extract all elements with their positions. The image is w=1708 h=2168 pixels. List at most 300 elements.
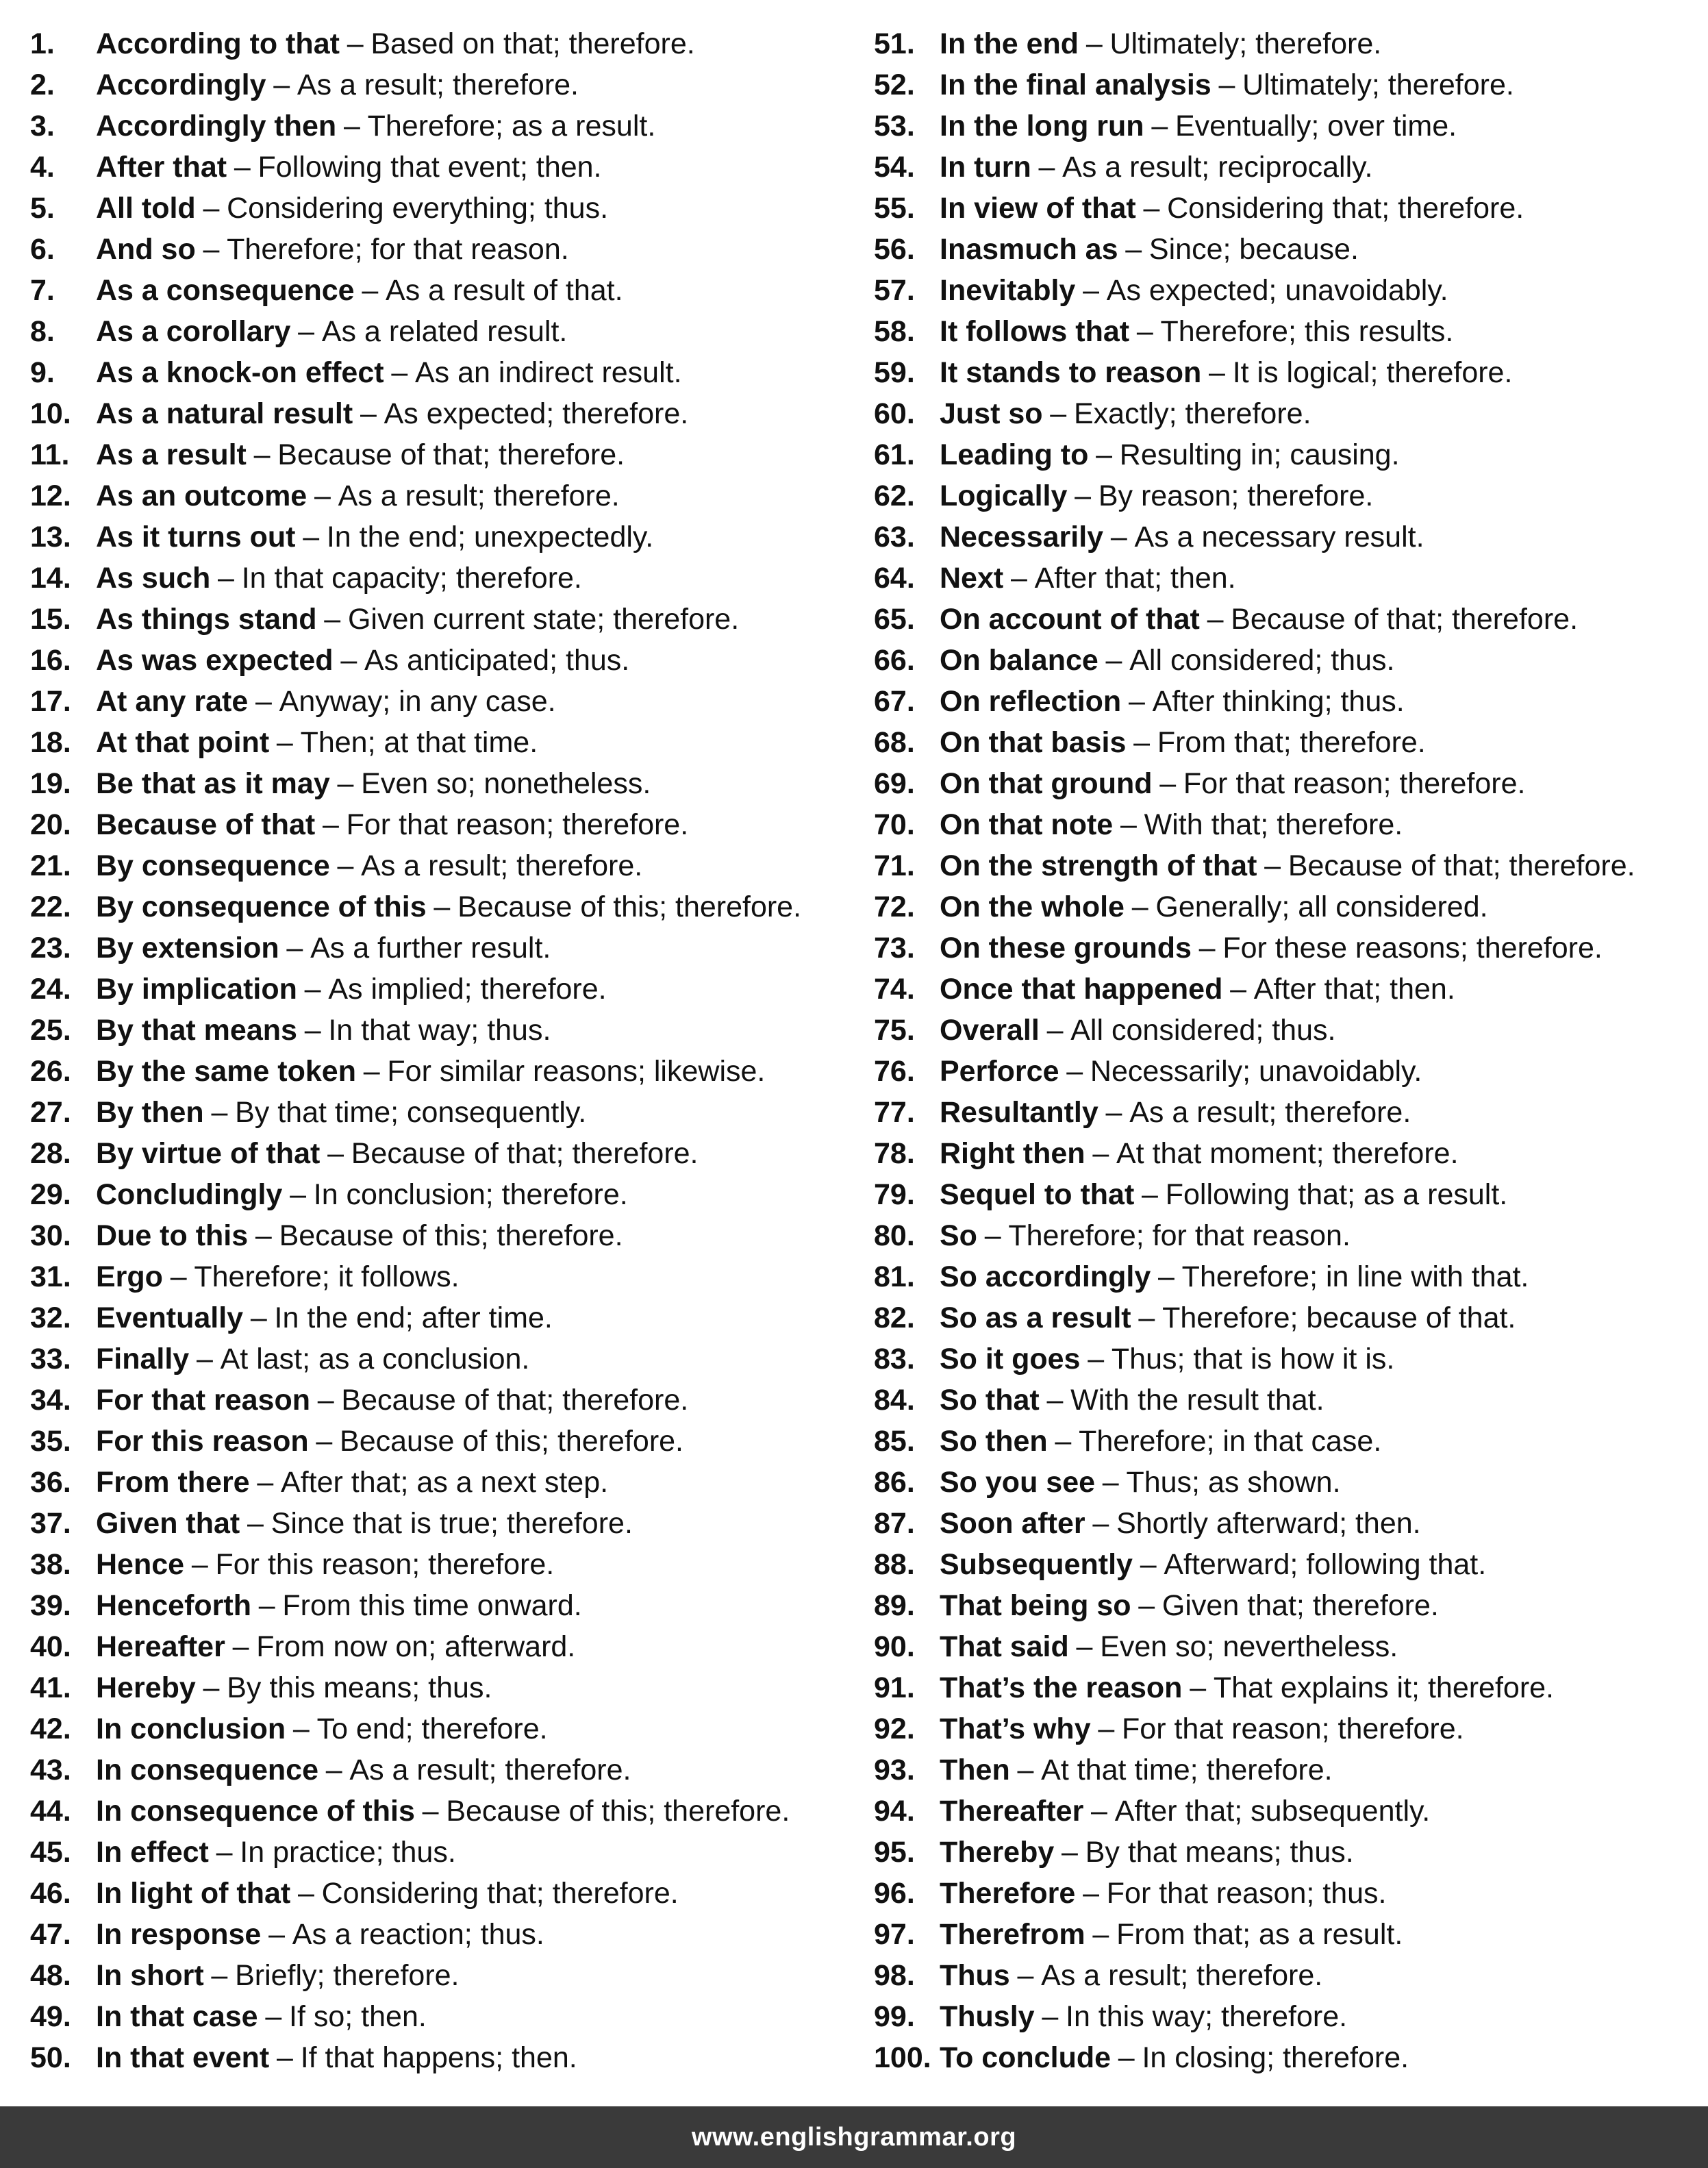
- list-item: [30, 188, 852, 229]
- item-number: 38.: [30, 1548, 71, 1581]
- item-term: In consequence: [96, 1754, 318, 1786]
- item-number: 25.: [30, 1014, 71, 1047]
- item-separator: –: [337, 849, 354, 882]
- item-separator: –: [1142, 1178, 1158, 1211]
- item-term: As was expected: [96, 644, 334, 677]
- item-definition: As a result; therefore.: [361, 849, 643, 882]
- item-term: Sequel to that: [940, 1178, 1135, 1211]
- item-separator: –: [434, 890, 451, 923]
- item-term: Accordingly then: [96, 110, 337, 142]
- item-number: 62.: [874, 479, 915, 512]
- list-item: [30, 845, 852, 886]
- item-number: 13.: [30, 521, 71, 553]
- item-separator: –: [1017, 1959, 1034, 1992]
- item-number: 99.: [874, 2000, 915, 2033]
- item-separator: –: [298, 315, 315, 348]
- item-term: That said: [940, 1630, 1069, 1663]
- item-definition: In closing; therefore.: [1142, 2041, 1409, 2074]
- item-definition: As a further result.: [310, 932, 551, 964]
- footer-bar: [0, 2106, 1708, 2168]
- item-definition: Since that is true; therefore.: [271, 1507, 633, 1540]
- item-number: 83.: [874, 1343, 915, 1375]
- item-definition: Therefore; in that case.: [1079, 1425, 1382, 1458]
- list-item: [874, 1996, 1696, 2037]
- item-number: 45.: [30, 1836, 71, 1869]
- item-term: Leading to: [940, 438, 1089, 471]
- item-definition: All considered; thus.: [1129, 644, 1395, 677]
- item-separator: –: [1088, 1343, 1105, 1375]
- item-definition: Therefore; for that reason.: [1008, 1219, 1351, 1252]
- item-separator: –: [297, 1877, 314, 1910]
- item-definition: Therefore; this results.: [1160, 315, 1454, 348]
- list-item: [30, 1914, 852, 1955]
- item-separator: –: [234, 151, 251, 184]
- item-term: By that means: [96, 1014, 297, 1047]
- item-number: 39.: [30, 1589, 71, 1622]
- item-separator: –: [1158, 1260, 1175, 1293]
- list-item: [30, 23, 852, 64]
- item-number: 61.: [874, 438, 915, 471]
- list-item: [874, 1215, 1696, 1256]
- item-number: 73.: [874, 932, 915, 964]
- item-separator: –: [211, 1959, 228, 1992]
- item-separator: –: [391, 356, 408, 389]
- item-number: 96.: [874, 1877, 915, 1910]
- item-definition: In that capacity; therefore.: [241, 562, 582, 595]
- list-item: [874, 1873, 1696, 1914]
- list-item: [30, 1010, 852, 1051]
- item-term: In view of that: [940, 192, 1136, 225]
- item-definition: Considering everything; thus.: [227, 192, 609, 225]
- item-number: 58.: [874, 315, 915, 348]
- item-term: Therefore: [940, 1877, 1076, 1910]
- item-definition: Shortly afterward; then.: [1116, 1507, 1421, 1540]
- item-definition: At that time; therefore.: [1041, 1754, 1333, 1786]
- list-item: [30, 969, 852, 1010]
- list-item: [30, 434, 852, 475]
- list-item: [874, 434, 1696, 475]
- item-term: As a consequence: [96, 274, 355, 307]
- item-number: 90.: [874, 1630, 915, 1663]
- item-definition: Because of that; therefore.: [1231, 603, 1579, 636]
- item-definition: Because of this; therefore.: [457, 890, 802, 923]
- item-term: As such: [96, 562, 211, 595]
- item-separator: –: [196, 1343, 213, 1375]
- item-separator: –: [1230, 973, 1247, 1006]
- item-number: 88.: [874, 1548, 915, 1581]
- item-number: 50.: [30, 2041, 71, 2074]
- item-term: For that reason: [96, 1384, 310, 1417]
- item-separator: –: [253, 438, 271, 471]
- item-separator: –: [325, 1754, 342, 1786]
- item-separator: –: [316, 1425, 333, 1458]
- item-term: Hereby: [96, 1671, 196, 1704]
- item-definition: At that moment; therefore.: [1116, 1137, 1459, 1170]
- item-definition: As a result; therefore.: [1041, 1959, 1323, 1992]
- item-separator: –: [1042, 2000, 1059, 2033]
- item-number: 27.: [30, 1096, 71, 1129]
- item-separator: –: [292, 1712, 310, 1745]
- item-definition: If that happens; then.: [300, 2041, 577, 2074]
- list-item: [30, 1996, 852, 2037]
- item-definition: Following that event; then.: [258, 151, 602, 184]
- item-definition: For that reason; thus.: [1106, 1877, 1387, 1910]
- item-term: Next: [940, 562, 1004, 595]
- item-separator: –: [1076, 1630, 1093, 1663]
- item-term: So you see: [940, 1466, 1096, 1499]
- item-separator: –: [1128, 685, 1145, 718]
- item-term: Hence: [96, 1548, 185, 1581]
- item-definition: By that time; consequently.: [235, 1096, 587, 1129]
- item-definition: As implied; therefore.: [328, 973, 607, 1006]
- item-definition: Ultimately; therefore.: [1242, 68, 1514, 101]
- item-definition: Resulting in; causing.: [1119, 438, 1400, 471]
- item-separator: –: [362, 274, 379, 307]
- item-definition: Then; at that time.: [300, 726, 538, 759]
- list-item: [30, 147, 852, 188]
- item-number: 8.: [30, 315, 55, 348]
- item-separator: –: [277, 2041, 293, 2074]
- item-number: 36.: [30, 1466, 71, 1499]
- item-definition: As a result; therefore.: [349, 1754, 631, 1786]
- item-definition: Based on that; therefore.: [371, 27, 695, 60]
- list-item: [874, 1667, 1696, 1708]
- item-term: As a corollary: [96, 315, 291, 348]
- item-separator: –: [232, 1630, 249, 1663]
- item-term: On the whole: [940, 890, 1125, 923]
- item-number: 68.: [874, 726, 915, 759]
- item-definition: From now on; afterward.: [256, 1630, 576, 1663]
- item-separator: –: [1198, 932, 1216, 964]
- item-term: That’s why: [940, 1712, 1091, 1745]
- item-definition: From that; therefore.: [1157, 726, 1426, 759]
- item-definition: After that; then.: [1253, 973, 1455, 1006]
- list-item: [874, 270, 1696, 311]
- item-term: Thusly: [940, 2000, 1035, 2033]
- item-number: 69.: [874, 767, 915, 800]
- list-item: [30, 64, 852, 105]
- item-separator: –: [1075, 479, 1092, 512]
- item-number: 71.: [874, 849, 915, 882]
- item-number: 70.: [874, 808, 915, 841]
- item-definition: As expected; unavoidably.: [1106, 274, 1448, 307]
- list-item: [874, 1626, 1696, 1667]
- item-separator: –: [1207, 603, 1224, 636]
- item-separator: –: [170, 1260, 187, 1293]
- list-item: [874, 804, 1696, 845]
- list-item: [30, 1133, 852, 1174]
- list-item: [874, 393, 1696, 434]
- item-definition: To end; therefore.: [316, 1712, 548, 1745]
- item-term: Accordingly: [96, 68, 266, 101]
- item-number: 100.: [874, 2041, 931, 2074]
- item-definition: For similar reasons; likewise.: [387, 1055, 766, 1088]
- item-separator: –: [1050, 397, 1067, 430]
- list-item: [30, 1667, 852, 1708]
- item-number: 65.: [874, 603, 915, 636]
- item-number: 24.: [30, 973, 71, 1006]
- item-definition: For these reasons; therefore.: [1222, 932, 1603, 964]
- item-definition: Because of this; therefore.: [340, 1425, 684, 1458]
- footer-url: www.englishgrammar.org: [691, 2122, 1017, 2152]
- item-number: 22.: [30, 890, 71, 923]
- item-definition: After thinking; thus.: [1152, 685, 1405, 718]
- item-number: 17.: [30, 685, 71, 718]
- item-number: 31.: [30, 1260, 71, 1293]
- item-separator: –: [255, 1219, 272, 1252]
- item-term: As a natural result: [96, 397, 353, 430]
- item-term: For this reason: [96, 1425, 309, 1458]
- item-definition: Following that; as a result.: [1165, 1178, 1508, 1211]
- item-term: Right then: [940, 1137, 1085, 1170]
- item-term: By consequence of this: [96, 890, 427, 923]
- item-separator: –: [360, 397, 377, 430]
- item-number: 89.: [874, 1589, 915, 1622]
- list-item: [874, 1256, 1696, 1297]
- item-term: Hereafter: [96, 1630, 225, 1663]
- list-item: [30, 1380, 852, 1421]
- item-separator: –: [1105, 1096, 1122, 1129]
- item-definition: Because of this; therefore.: [279, 1219, 623, 1252]
- item-separator: –: [1133, 726, 1151, 759]
- item-separator: –: [314, 479, 331, 512]
- item-number: 5.: [30, 192, 55, 225]
- list-item: [30, 1051, 852, 1092]
- item-separator: –: [1096, 438, 1113, 471]
- list-item: [30, 1626, 852, 1667]
- list-item: [30, 1256, 852, 1297]
- item-separator: –: [1125, 233, 1142, 266]
- item-definition: After that; subsequently.: [1114, 1795, 1431, 1828]
- list-item: [874, 2037, 1696, 2078]
- item-term: As a result: [96, 438, 247, 471]
- item-separator: –: [1118, 2041, 1135, 2074]
- list-item: [30, 640, 852, 681]
- item-number: 29.: [30, 1178, 71, 1211]
- list-item: [30, 1174, 852, 1215]
- item-number: 4.: [30, 151, 55, 184]
- item-number: 91.: [874, 1671, 915, 1704]
- item-number: 14.: [30, 562, 71, 595]
- item-number: 46.: [30, 1877, 71, 1910]
- item-term: Ergo: [96, 1260, 163, 1293]
- item-number: 21.: [30, 849, 71, 882]
- item-separator: –: [1085, 27, 1103, 60]
- item-term: On that note: [940, 808, 1114, 841]
- item-separator: –: [1062, 1836, 1078, 1869]
- list-item: [30, 1092, 852, 1133]
- item-separator: –: [1138, 1301, 1155, 1334]
- item-separator: –: [1264, 849, 1281, 882]
- item-separator: –: [191, 1548, 208, 1581]
- item-term: Logically: [940, 479, 1068, 512]
- item-separator: –: [1046, 1014, 1064, 1047]
- item-definition: As an indirect result.: [414, 356, 682, 389]
- item-term: At any rate: [96, 685, 249, 718]
- item-separator: –: [250, 1301, 267, 1334]
- item-separator: –: [218, 562, 234, 595]
- item-number: 56.: [874, 233, 915, 266]
- item-separator: –: [216, 1836, 233, 1869]
- item-number: 53.: [874, 110, 915, 142]
- item-definition: By this means; thus.: [227, 1671, 492, 1704]
- list-item: [30, 1503, 852, 1544]
- item-definition: By reason; therefore.: [1098, 479, 1374, 512]
- item-definition: As a result; reciprocally.: [1062, 151, 1373, 184]
- item-term: In the long run: [940, 110, 1144, 142]
- list-item: [874, 1380, 1696, 1421]
- list-item: [874, 845, 1696, 886]
- item-separator: –: [363, 1055, 380, 1088]
- item-number: 79.: [874, 1178, 915, 1211]
- item-number: 35.: [30, 1425, 71, 1458]
- item-separator: –: [286, 932, 303, 964]
- item-number: 20.: [30, 808, 71, 841]
- item-separator: –: [322, 808, 339, 841]
- item-separator: –: [1066, 1055, 1083, 1088]
- item-number: 59.: [874, 356, 915, 389]
- item-term: All told: [96, 192, 196, 225]
- item-term: Perforce: [940, 1055, 1059, 1088]
- list-item: [874, 311, 1696, 352]
- list-item: [874, 1338, 1696, 1380]
- item-term: At that point: [96, 726, 270, 759]
- item-number: 75.: [874, 1014, 915, 1047]
- item-definition: As a result; therefore.: [338, 479, 620, 512]
- item-term: On these grounds: [940, 932, 1192, 964]
- word-list: [0, 23, 1708, 2078]
- list-item: [30, 1832, 852, 1873]
- item-number: 34.: [30, 1384, 71, 1417]
- item-separator: –: [257, 1466, 274, 1499]
- item-separator: –: [317, 1384, 334, 1417]
- list-item: [30, 1749, 852, 1791]
- item-definition: Because of that; therefore.: [1288, 849, 1635, 882]
- item-definition: Thus; as shown.: [1126, 1466, 1341, 1499]
- item-term: On reflection: [940, 685, 1122, 718]
- item-number: 93.: [874, 1754, 915, 1786]
- list-item: [874, 352, 1696, 393]
- item-separator: –: [1098, 1712, 1115, 1745]
- item-term: As an outcome: [96, 479, 307, 512]
- item-term: According to that: [96, 27, 340, 60]
- item-number: 82.: [874, 1301, 915, 1334]
- item-number: 55.: [874, 192, 915, 225]
- item-separator: –: [203, 233, 220, 266]
- item-separator: –: [1055, 1425, 1072, 1458]
- item-definition: Anyway; in any case.: [279, 685, 556, 718]
- item-number: 49.: [30, 2000, 71, 2033]
- list-item: [30, 927, 852, 969]
- list-item: [30, 1297, 852, 1338]
- item-separator: –: [203, 192, 220, 225]
- item-term: So then: [940, 1425, 1048, 1458]
- list-item: [874, 64, 1696, 105]
- item-separator: –: [1092, 1918, 1109, 1951]
- item-number: 60.: [874, 397, 915, 430]
- item-number: 16.: [30, 644, 71, 677]
- item-separator: –: [247, 1507, 264, 1540]
- list-item: [30, 1338, 852, 1380]
- item-separator: –: [1010, 562, 1027, 595]
- item-separator: –: [273, 68, 290, 101]
- item-number: 12.: [30, 479, 71, 512]
- list-item: [30, 681, 852, 722]
- list-item: [30, 599, 852, 640]
- item-term: In that event: [96, 2041, 270, 2074]
- item-definition: Considering that; therefore.: [1167, 192, 1524, 225]
- item-number: 97.: [874, 1918, 915, 1951]
- item-term: In the end: [940, 27, 1079, 60]
- item-separator: –: [343, 110, 360, 142]
- item-term: On balance: [940, 644, 1098, 677]
- item-separator: –: [1046, 1384, 1064, 1417]
- item-number: 64.: [874, 562, 915, 595]
- item-term: On account of that: [940, 603, 1200, 636]
- item-separator: –: [203, 1671, 220, 1704]
- item-definition: Therefore; in line with that.: [1181, 1260, 1529, 1293]
- item-number: 11.: [30, 438, 70, 471]
- list-item: [874, 1791, 1696, 1832]
- item-separator: –: [255, 685, 272, 718]
- item-number: 85.: [874, 1425, 915, 1458]
- list-item: [874, 1092, 1696, 1133]
- item-definition: Because of this; therefore.: [446, 1795, 790, 1828]
- item-definition: If so; then.: [289, 2000, 427, 2033]
- item-term: Therefrom: [940, 1918, 1085, 1951]
- item-number: 2.: [30, 68, 55, 101]
- list-item: [30, 1791, 852, 1832]
- item-number: 51.: [874, 27, 915, 60]
- item-separator: –: [1140, 1548, 1157, 1581]
- item-term: Eventually: [96, 1301, 244, 1334]
- item-separator: –: [1017, 1754, 1034, 1786]
- item-definition: By that means; thus.: [1085, 1836, 1354, 1869]
- list-item: [874, 1544, 1696, 1585]
- item-definition: As a result; therefore.: [1129, 1096, 1411, 1129]
- item-term: So as a result: [940, 1301, 1131, 1334]
- item-number: 30.: [30, 1219, 71, 1252]
- item-definition: Ultimately; therefore.: [1109, 27, 1382, 60]
- item-definition: From this time onward.: [282, 1589, 582, 1622]
- list-item: [30, 105, 852, 147]
- item-definition: At last; as a conclusion.: [220, 1343, 530, 1375]
- item-number: 57.: [874, 274, 915, 307]
- item-term: On that basis: [940, 726, 1127, 759]
- list-item: [30, 1955, 852, 1996]
- item-term: Thereby: [940, 1836, 1055, 1869]
- item-definition: After that; then.: [1034, 562, 1236, 595]
- list-item: [30, 475, 852, 516]
- item-term: It stands to reason: [940, 356, 1202, 389]
- item-number: 66.: [874, 644, 915, 677]
- item-separator: –: [340, 644, 357, 677]
- item-term: Subsequently: [940, 1548, 1133, 1581]
- item-number: 48.: [30, 1959, 71, 1992]
- item-number: 19.: [30, 767, 71, 800]
- item-term: In turn: [940, 151, 1031, 184]
- item-definition: As a reaction; thus.: [292, 1918, 544, 1951]
- item-definition: Briefly; therefore.: [235, 1959, 460, 1992]
- item-definition: For that reason; therefore.: [1122, 1712, 1464, 1745]
- item-definition: All considered; thus.: [1070, 1014, 1336, 1047]
- item-number: 92.: [874, 1712, 915, 1745]
- item-separator: –: [1120, 808, 1137, 841]
- item-separator: –: [1083, 1877, 1100, 1910]
- item-separator: –: [268, 1918, 286, 1951]
- item-number: 10.: [30, 397, 71, 430]
- list-item: [874, 640, 1696, 681]
